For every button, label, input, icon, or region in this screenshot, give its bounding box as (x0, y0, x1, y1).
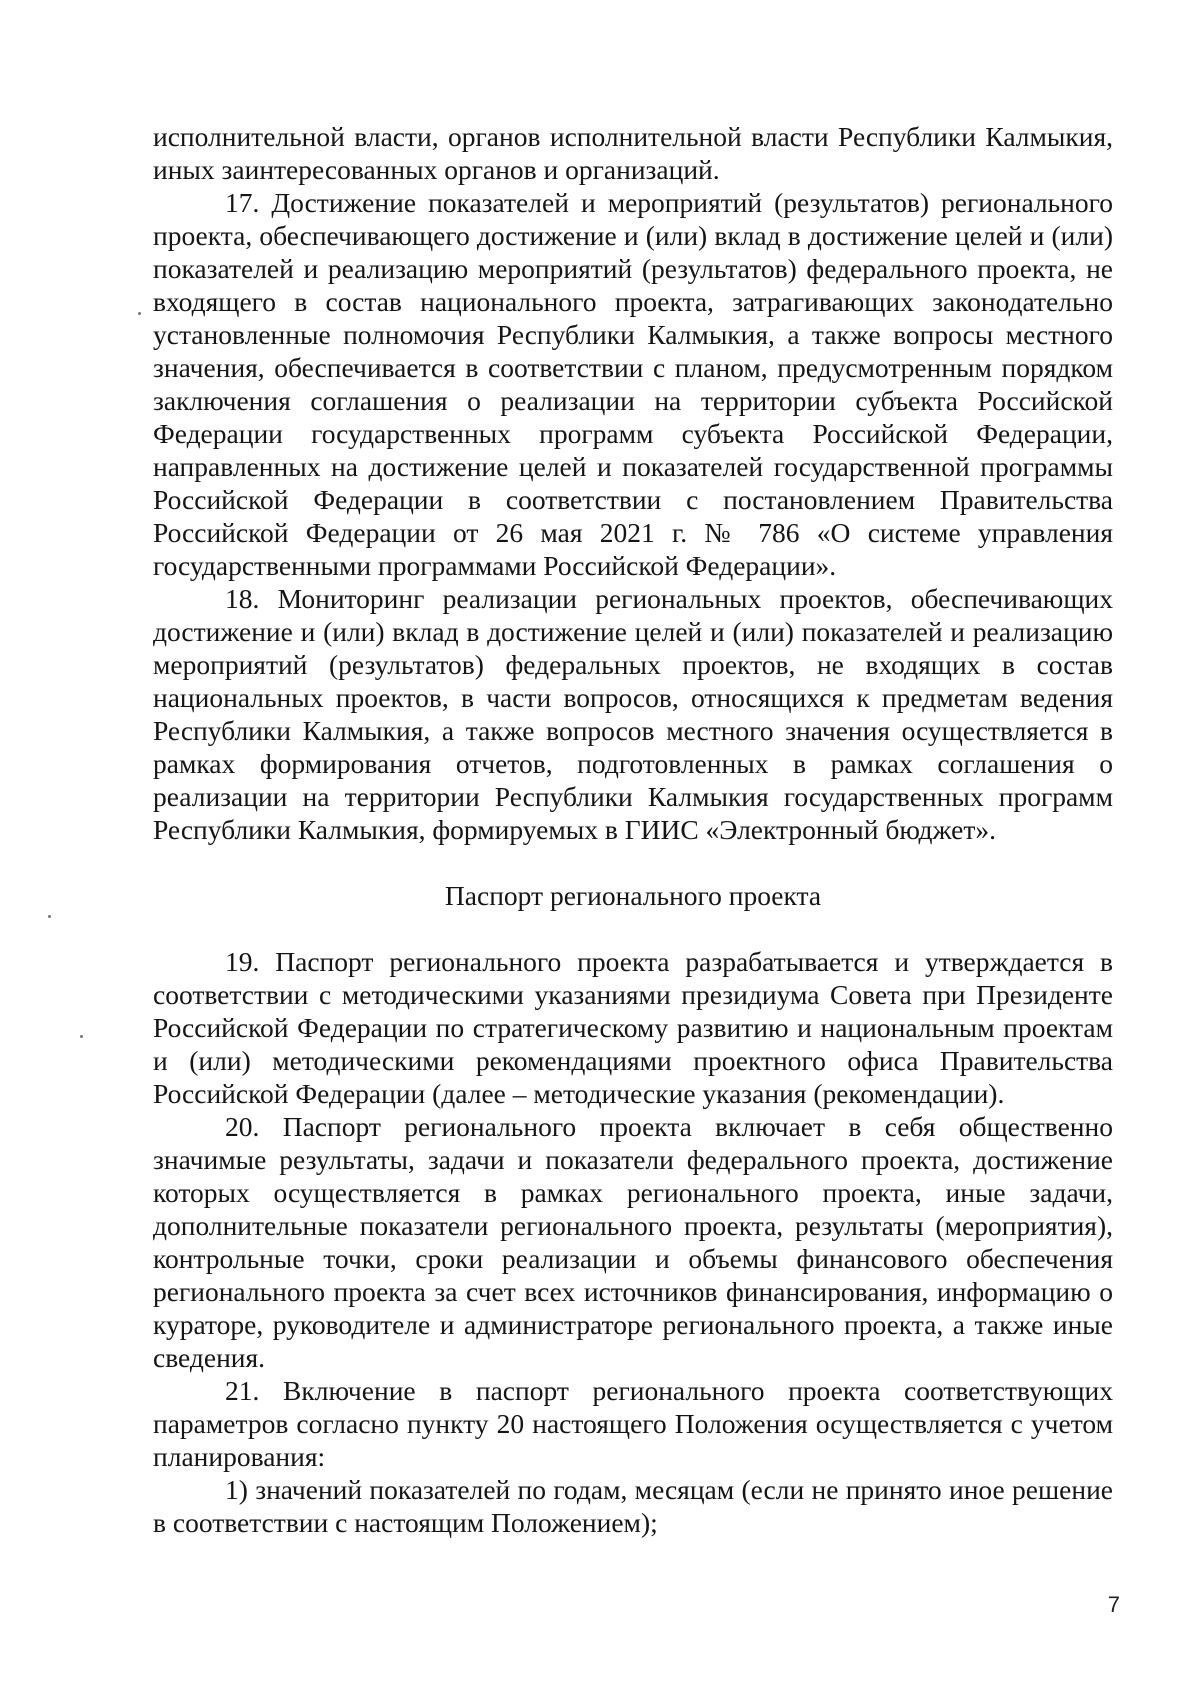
scan-artifact (138, 312, 141, 315)
scan-artifact (48, 915, 51, 918)
paragraph-19: 19. Паспорт регионального проекта разрабатывается и утверждается в соответствии с методическими указаниями президиума Совета при Президенте Российской Федерации по стратегическому развитию и национальным проектам и (или) методическими рекомендациями проектного офиса Правительства Российской Федерации (далее – методические указания (рекомендации). (153, 946, 1113, 1109)
section-heading: Паспорт регионального проекта (444, 880, 822, 911)
paragraph-18: 18. Мониторинг реализации региональных проектов, обеспечивающих достижение и (или) вклад в достижение целей и (или) показателей и реализацию мероприятий (результатов) федеральных проектов, не входящих в состав национальных проектов, в части вопросов, относящихся к предметам ведения Республики Калмыкия, а также вопросов местного значения осуществляется в рамках формирования отчетов, подготовленных в рамках соглашения о реализации на территории Республики Калмыкия государственных программ Республики Калмыкия, формируемых в ГИИС «Электронный бюджет». (153, 583, 1113, 845)
paragraph-20: 20. Паспорт регионального проекта включает в себя общественно значимые результаты, задачи и показатели федерального проекта, достижение которых осуществляется в рамках регионального проекта, иные задачи, дополнительные показатели регионального проекта, результаты (мероприятия), контрольные точки, сроки реализации и объемы финансового обеспечения регионального проекта за счет всех источников финансирования, информацию о кураторе, руководителе и администраторе регионального проекта, а также иные сведения. (153, 1111, 1113, 1373)
scan-artifact (80, 1035, 83, 1038)
list-item-1: 1) значений показателей по годам, месяцам (если не принято иное решение в соответствии с настоящим Положением); (153, 1474, 1113, 1538)
page-number: 7 (1107, 1592, 1120, 1617)
paragraph-17: 17. Достижение показателей и мероприятий (результатов) регионального проекта, обеспечивающего достижение и (или) вклад в достижение целей и (или) показателей и реализацию мероприятий (результатов) федерального проекта, не входящего в состав национального проекта, затрагивающих законодательно установленные полномочия Республики Калмыкия, а также вопросы местного значения, обеспечивается в соответствии с планом, предусмотренным порядком заключения соглашения о реализации на территории субъекта Российской Федерации государственных программ субъекта Российской Федерации, направленных на достижение целей и показателей государственной программы Российской Федерации в соответствии с постановлением Правительства Российской Федерации от 26 мая 2021 г. № 786 «О системе управления государственными программами Российской Федерации». (153, 187, 1113, 581)
paragraph-continuation: исполнительной власти, органов исполнительной власти Республики Калмыкия, иных заинтересованных органов и организаций. (153, 121, 1113, 185)
paragraph-21: 21. Включение в паспорт регионального проекта соответствующих параметров согласно пункту 20 настоящего Положения осуществляется с учетом планирования: (153, 1375, 1113, 1472)
document-body (153, 120, 1113, 1539)
